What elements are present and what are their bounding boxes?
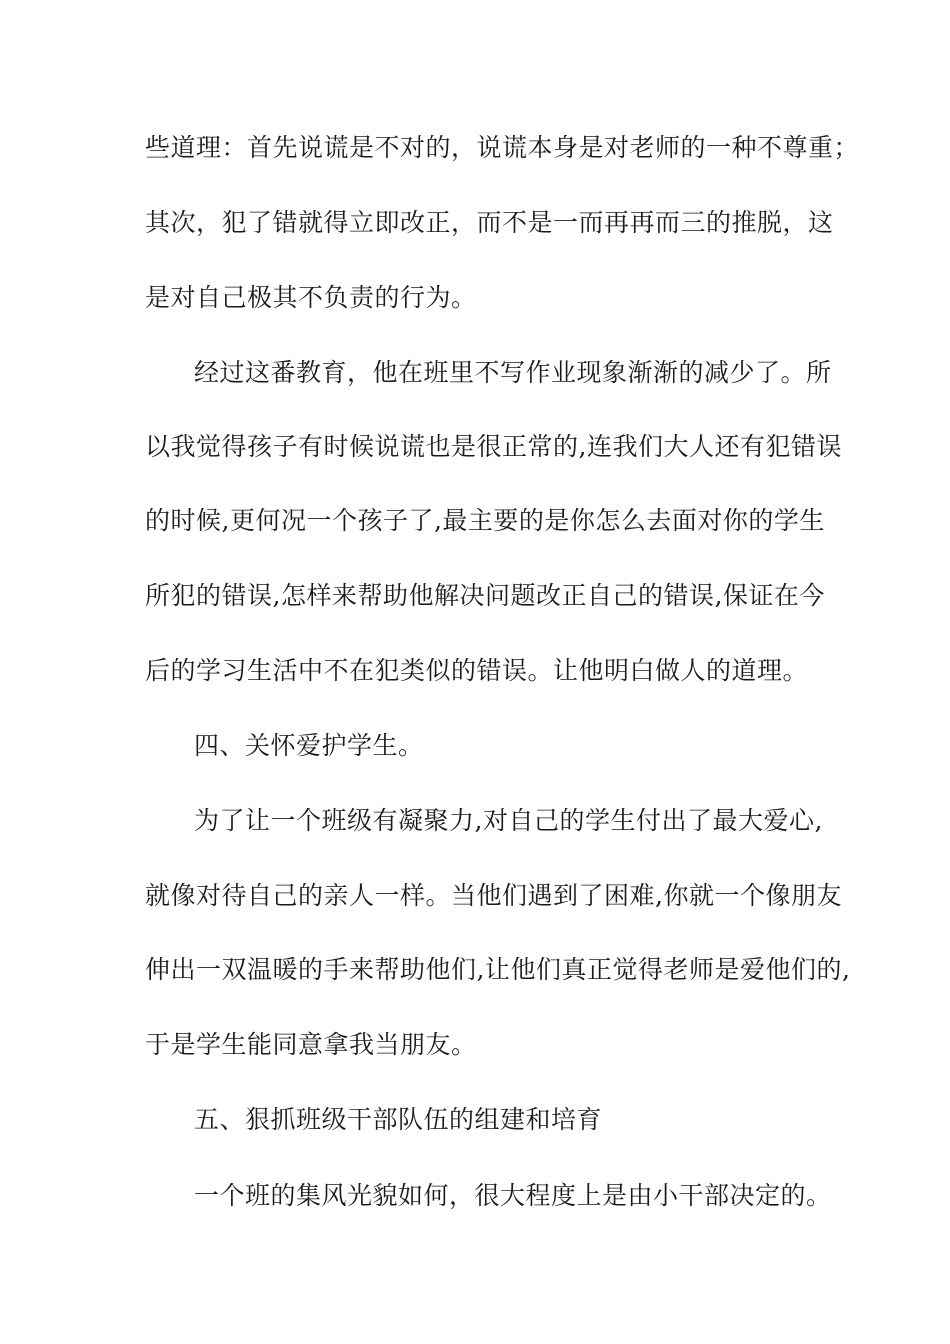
text-line: 其次，犯了错就得立即改正，而不是一而再再而三的推脱，这 — [145, 208, 834, 237]
paragraph-start-line: 一个班的集风光貌如何，很大程度上是由小干部决定的。 — [194, 1181, 832, 1210]
paragraph-start-line: 为了让一个班级有凝聚力,对自己的学生付出了最大爱心, — [194, 806, 823, 835]
text-line: 以我觉得孩子有时候说谎也是很正常的,连我们大人还有犯错误 — [145, 432, 842, 461]
section-heading-4: 四、关怀爱护学生。 — [194, 731, 424, 760]
text-line: 是对自己极其不负责的行为。 — [145, 283, 477, 312]
text-line: 于是学生能同意拿我当朋友。 — [145, 1030, 477, 1059]
text-line: 就像对待自己的亲人一样。当他们遇到了困难,你就一个像朋友 — [145, 881, 842, 910]
text-line: 所犯的错误,怎样来帮助他解决问题改正自己的错误,保证在今 — [145, 581, 825, 610]
text-line: 后的学习生活中不在犯类似的错误。让他明白做人的道理。 — [145, 656, 809, 685]
text-line: 的时候,更何况一个孩子了,最主要的是你怎么去面对你的学生 — [145, 506, 825, 535]
section-heading-5: 五、狠抓班级干部队伍的组建和培育 — [194, 1105, 603, 1134]
text-line: 些道理：首先说谎是不对的，说谎本身是对老师的一种不尊重； — [145, 133, 860, 162]
text-line: 伸出一双温暖的手来帮助他们,让他们真正觉得老师是爱他们的, — [145, 955, 851, 984]
paragraph-start-line: 经过这番教育，他在班里不写作业现象渐渐的减少了。所 — [194, 358, 832, 387]
